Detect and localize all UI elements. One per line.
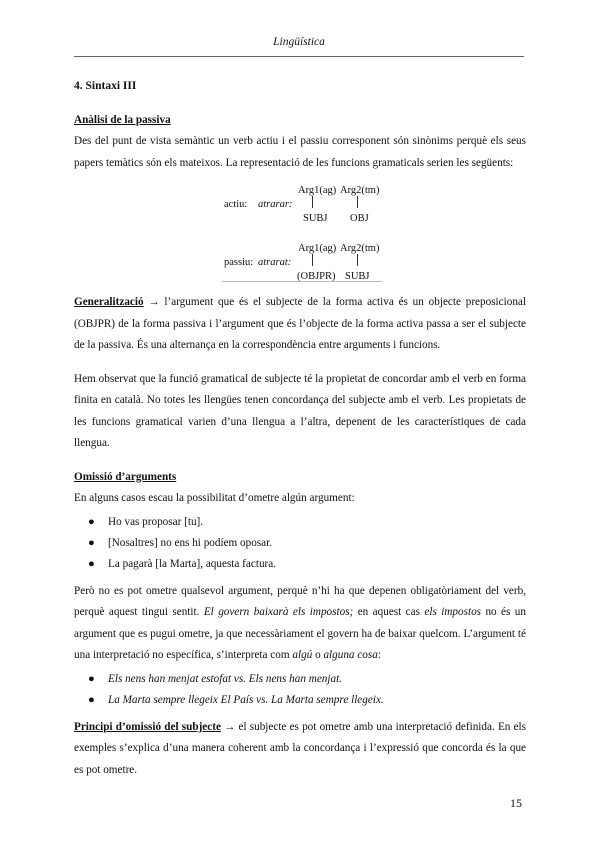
bullet-icon: ●: [88, 536, 95, 549]
omission-examples: [74, 512, 526, 575]
active-subj: SUBJ: [303, 213, 328, 224]
active-arg1: Arg1(ag): [298, 185, 337, 196]
generalization-paragraph: [74, 292, 526, 357]
list-item: [74, 512, 526, 533]
list-item: [74, 554, 526, 575]
passive-arg2: Arg2(tm): [340, 243, 380, 254]
arrow-icon: →: [148, 296, 160, 308]
agreement-paragraph: Hem observat que la funció gramatical de subjecte té la propietat de concordar amb el verb en forma finita en català. No totes les llengües tenen concordança del subjecte amb el verb. Les propietats de les funcions gramatical varien d’una llengua a l’altra, depenent de les característiques de cada llengua.: [74, 372, 526, 449]
subject-omission-text: el subjecte es pot ometre amb una interpretació definida. En els exemples s’explica d’una manera coherent amb la concordança i l’expressió que concorda és la que es pot ometre.: [74, 720, 526, 776]
example-text: [Nosaltres] no ens hi podíem oposar.: [108, 536, 273, 549]
list-item: [74, 690, 526, 711]
section-title: 4. Sintaxi III: [74, 80, 137, 92]
example-text: La Marta sempre llegeix El País vs. La Marta sempre llegeix.: [108, 693, 384, 706]
figure-baseline: [222, 281, 382, 282]
bullet-icon: ●: [88, 672, 95, 685]
text-run: Però no es pot ometre qualsevol argument, perquè n’hi ha que depenen obligatòriament del verb, perquè aquest tingui sentit.: [74, 584, 526, 618]
argument-omission-heading: Omissió d’arguments: [74, 470, 177, 483]
bullet-icon: ●: [88, 693, 95, 706]
bullet-icon: ●: [88, 557, 95, 570]
passive-objpr: (OBJPR): [297, 271, 336, 282]
argument-omission-intro: En alguns casos escau la possibilitat d’ometre algún argument:: [74, 492, 355, 504]
active-obj: OBJ: [350, 213, 369, 224]
active-verb: atrarar:: [258, 199, 293, 210]
passive-subj: SUBJ: [345, 271, 370, 282]
text-run: o: [312, 649, 324, 661]
italic-run: els impostos: [424, 606, 482, 618]
active-arg2: Arg2(tm): [340, 185, 380, 196]
generalization-lead: Generalització: [74, 296, 144, 308]
subject-omission-lead: Principi d’omissió del subjecte: [74, 720, 221, 733]
header-rule: [74, 56, 524, 57]
omission-explanation: [74, 581, 526, 667]
arrow-icon: →: [224, 720, 236, 733]
italic-run: El govern baixarà els impostos;: [203, 606, 354, 618]
subject-omission-paragraph: [74, 717, 526, 782]
example-text: Els nens han menjat estofat vs. Els nens han menjat.: [108, 672, 342, 685]
text-run: :: [377, 649, 381, 661]
example-text: La pagarà [la Marta], aquesta factura.: [108, 557, 277, 570]
passive-analysis-heading: Anàlisi de la passiva: [74, 113, 171, 126]
generalization-text: l’argument que és el subjecte de la forma activa és un objecte preposicional (OBJPR) de la forma passiva i l’argument que és l’objecte de la forma activa passa a ser el subjecte de la passiva. És una alternança en la correspondència entre arguments i funcions.: [74, 296, 527, 351]
example-text: Ho vas proposar [tu].: [108, 515, 204, 528]
page-number: 15: [510, 796, 522, 810]
active-label: actiu:: [224, 199, 248, 210]
text-run: no és un argument que es pugui ometre, ja que necessàriament el govern ha de baixar quelcom. L’argument té una interpretació no específica, s’interpreta com: [74, 606, 526, 661]
nonspecific-examples: [74, 669, 526, 711]
italic-run: algú: [292, 649, 313, 661]
running-header: Lingüística: [273, 36, 325, 48]
passive-analysis-text: Des del punt de vista semàntic un verb actiu i el passiu corresponent són sinònims perquè els seus papers temàtics són els mateixos. La representació de les funcions gramaticals serien les següents:: [74, 135, 526, 169]
passive-arg1-link: [312, 254, 313, 266]
passive-label: passiu:: [224, 257, 254, 268]
list-item: [74, 669, 526, 690]
active-arg2-link: [357, 196, 358, 208]
active-arg1-link: [312, 196, 313, 208]
passive-arg2-link: [357, 254, 358, 266]
argument-mapping-figure: [74, 180, 526, 292]
bullet-icon: ●: [88, 515, 95, 528]
page-content: [74, 76, 526, 781]
passive-verb: atrarat:: [258, 257, 292, 268]
text-run: en aquest cas: [353, 606, 425, 618]
italic-run: alguna cosa: [323, 649, 378, 661]
list-item: [74, 533, 526, 554]
passive-arg1: Arg1(ag): [298, 243, 337, 254]
